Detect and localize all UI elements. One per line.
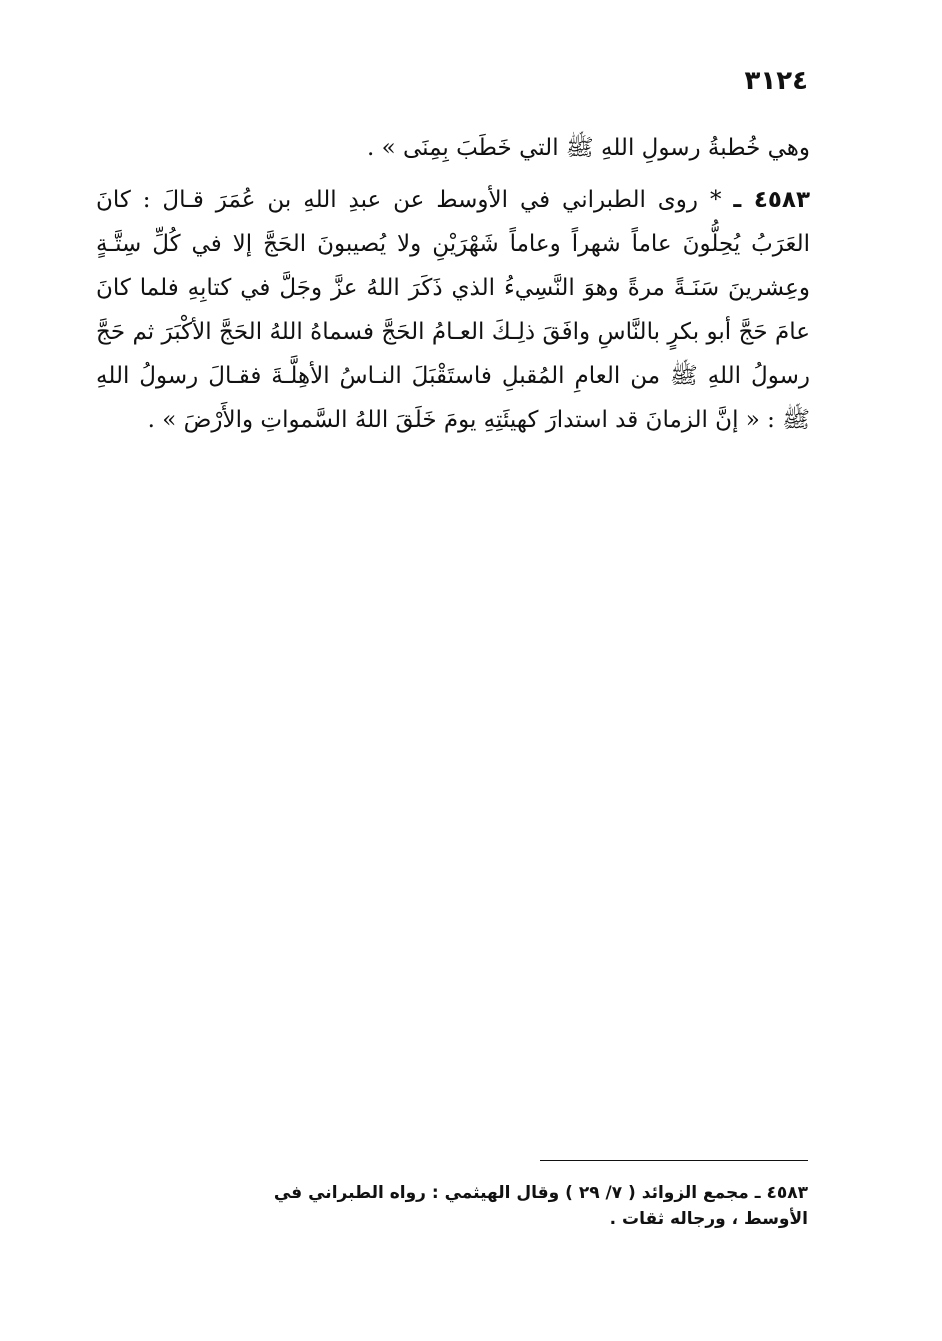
footnote-separator bbox=[540, 1160, 808, 1161]
hadith-paragraph bbox=[96, 178, 810, 442]
footnote: ٤٥٨٣ ـ مجمع الزوائد ( ٧/ ٢٩ ) وقال الهيثمي : رواه الطبراني في الأوسط ، ورجاله ثقات . bbox=[273, 1183, 808, 1229]
page-number: ٣١٢٤ bbox=[744, 66, 808, 96]
hadith-text: روى الطبراني في الأوسط عن عبدِ اللهِ بن عُمَرَ قـالَ : كانَ العَرَبُ يُحِلُّونَ عاماً شهراً وعاماً شَهْرَيْنِ ولا يُصيبونَ الحَجَّ إلا في كُلِّ سِتَّـةٍ وعِشرينَ سَنَـةً مرةً وهوَ النَّسِيءُ الذي ذَكَرَ اللهُ عزَّ وجَلَّ في كتابِهِ فلما كانَ عامَ حَجَّ أبو بكرٍ بالنَّاسِ وافَقَ ذلِـكَ العـامُ الحَجَّ فسماهُ اللهُ الحَجَّ الأكْبَرَ ثم حَجَّ رسولُ اللهِ ﷺ من العامِ المُقبلِ فاستَقْبَلَ النـاسُ الأهِلَّـةَ فقـالَ رسولُ اللهِ ﷺ : « إنَّ الزمانَ قد استدارَ كهيئَتِهِ يومَ خَلَقَ اللهُ السَّمواتِ والأَرْضَ » . bbox=[96, 187, 810, 433]
continuation-paragraph: وهي خُطبةُ رسولِ اللهِ ﷺ التي خَطَبَ بِمِنَى » . bbox=[366, 135, 810, 161]
main-text bbox=[96, 126, 810, 442]
hadith-number: ٤٥٨٣ ـ bbox=[733, 187, 810, 213]
hadith-marker: * bbox=[709, 187, 722, 213]
